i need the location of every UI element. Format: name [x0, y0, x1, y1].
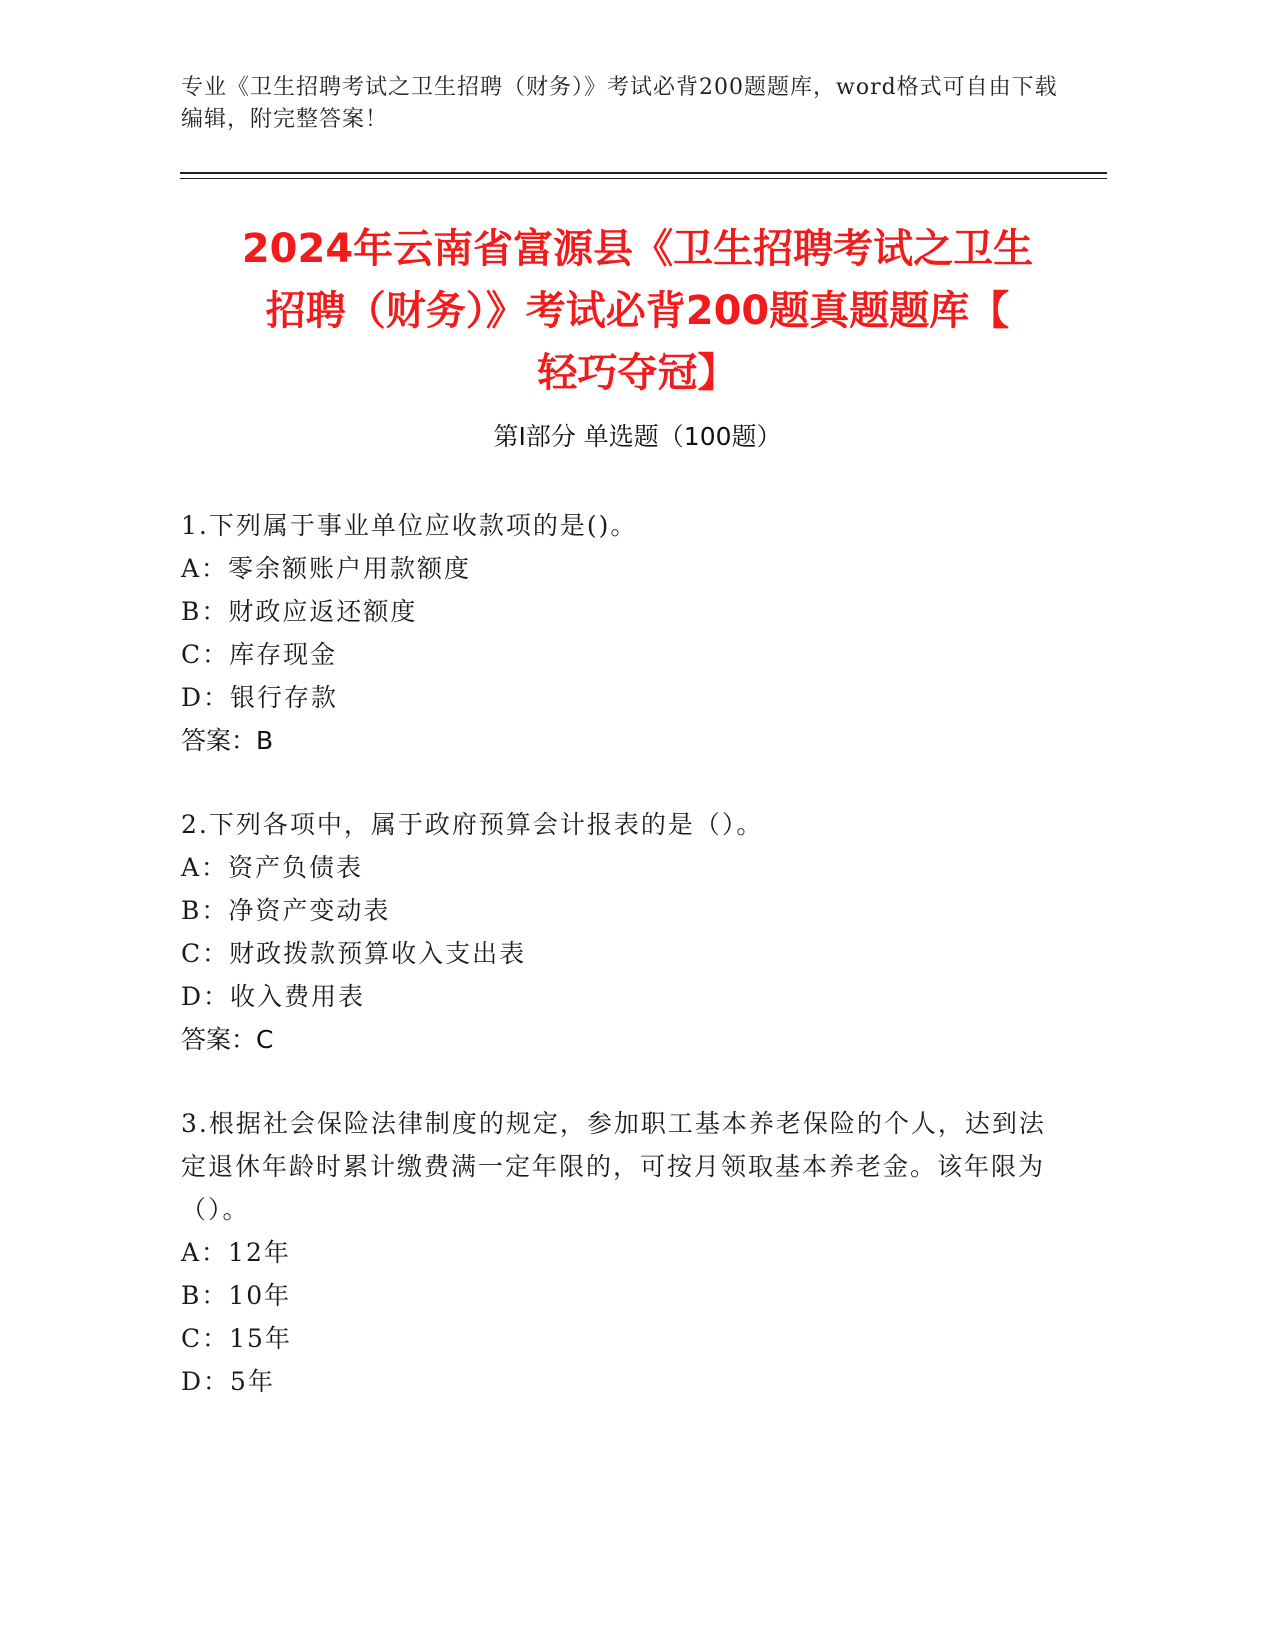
document-title-line-1: 2024年云南省富源县《卫生招聘考试之卫生 — [241, 226, 1034, 272]
document-title — [160, 218, 1115, 404]
option-d: D：银行存款 — [181, 683, 339, 712]
option-d: D：5年 — [181, 1367, 275, 1396]
document-title-line-3: 轻巧夺冠】 — [537, 350, 738, 396]
header-divider — [180, 172, 1107, 174]
question-3 — [181, 1102, 1061, 1403]
section-title: 第Ⅰ部分 单选题（100题） — [493, 422, 782, 451]
option-c: C：15年 — [181, 1324, 292, 1353]
option-c: C：财政拨款预算收入支出表 — [181, 939, 527, 968]
document-title-line-2: 招聘（财务）》考试必背200题真题题库【 — [265, 288, 1010, 334]
option-a: A：零余额账户用款额度 — [181, 554, 472, 583]
answer: 答案：C — [181, 1025, 274, 1054]
option-b: B：净资产变动表 — [181, 896, 391, 925]
answer: 答案：B — [181, 726, 274, 755]
option-b: B：10年 — [181, 1281, 292, 1310]
header-divider-thin — [180, 178, 1107, 179]
option-b: B：财政应返还额度 — [181, 597, 418, 626]
question-list — [181, 504, 1061, 1443]
option-d: D：收入费用表 — [181, 982, 366, 1011]
question-2 — [181, 803, 1061, 1062]
question-stem: 2.下列各项中，属于政府预算会计报表的是（）。 — [181, 810, 764, 839]
header-note: 专业《卫生招聘考试之卫生招聘（财务）》考试必背200题题库，word格式可自由下载编辑，附完整答案！ — [181, 75, 1058, 132]
option-a: A：12年 — [181, 1238, 291, 1267]
question-stem: 1.下列属于事业单位应收款项的是()。 — [181, 511, 638, 540]
question-stem: 3.根据社会保险法律制度的规定，参加职工基本养老保险的个人，达到法定退休年龄时累计缴费满一定年限的，可按月领取基本养老金。该年限为（）。 — [181, 1109, 1046, 1224]
question-1 — [181, 504, 1061, 763]
option-a: A：资产负债表 — [181, 853, 364, 882]
option-c: C：库存现金 — [181, 640, 338, 669]
